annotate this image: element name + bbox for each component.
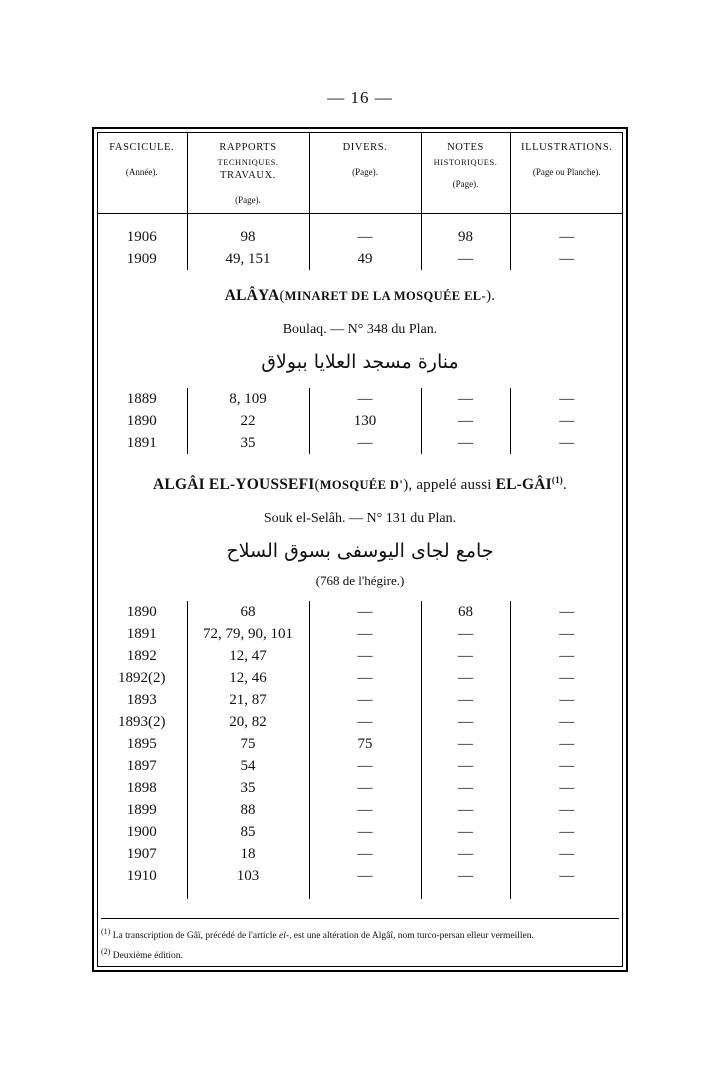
cell-notes: — xyxy=(421,755,510,777)
cell-rapports: 8, 109 xyxy=(187,388,309,410)
table-head xyxy=(97,132,623,213)
cell-fascicule: 1909 xyxy=(97,248,187,270)
cell-fascicule: 1906 xyxy=(97,226,187,248)
section-location: Souk el-Selâh. — N° 131 du Plan. xyxy=(263,511,457,527)
cell-rapports: 35 xyxy=(187,432,309,454)
cell-notes: — xyxy=(421,410,510,432)
cell-notes: — xyxy=(421,645,510,667)
cell-divers: — xyxy=(309,777,421,799)
section-title-main: ALGÂI EL-YOUSSEFI xyxy=(153,476,315,494)
column-header-divers-sub: (Page). xyxy=(352,166,378,177)
column-header-rapports-label2: TECHNIQUES. xyxy=(217,156,279,167)
cell-illustrations: — xyxy=(559,604,575,621)
footnote-1 xyxy=(101,926,619,944)
column-header-rapports-label3: TRAVAUX. xyxy=(219,170,277,182)
cell-rapports: 18 xyxy=(187,843,309,865)
section-title-smallcaps: MOSQUÉE D' xyxy=(319,478,404,493)
footnote-1-text-after: , est une altération de Algâî, nom turco-persan elleur vermeillen. xyxy=(289,931,534,942)
cell-illustrations: — xyxy=(559,758,575,775)
table-row xyxy=(97,689,623,711)
cell-rapports: 12, 46 xyxy=(187,667,309,689)
cell-notes: — xyxy=(421,689,510,711)
cell-notes: — xyxy=(421,799,510,821)
cell-divers: — xyxy=(309,645,421,667)
column-header-notes-label2: HISTORIQUES. xyxy=(433,156,498,167)
cell-rapports: 21, 87 xyxy=(187,689,309,711)
cell-rapports: 88 xyxy=(187,799,309,821)
footnote-1-mark: (1) xyxy=(101,927,111,936)
column-header-divers xyxy=(309,132,421,213)
cell-notes: — xyxy=(421,777,510,799)
table-row xyxy=(97,667,623,689)
cell-divers: — xyxy=(309,689,421,711)
section-title-main: ALÂYA xyxy=(224,286,280,304)
cell-notes: — xyxy=(421,821,510,843)
table-row xyxy=(97,755,623,777)
cell-fascicule: 1899 xyxy=(97,799,187,821)
cell-notes: — xyxy=(421,865,510,887)
footnote-2-text: Deuxième édition. xyxy=(112,951,183,962)
page-number: — 16 — xyxy=(327,88,393,107)
table-body xyxy=(97,213,623,899)
cell-fascicule: 1895 xyxy=(97,733,187,755)
cell-notes: — xyxy=(421,432,510,454)
cell-fascicule: 1900 xyxy=(97,821,187,843)
footnote-2-mark: (2) xyxy=(101,946,111,956)
section-title-footnote-mark: (1) xyxy=(551,474,563,485)
column-header-rapports xyxy=(187,132,309,213)
section-title-paren-close: ). xyxy=(486,287,496,304)
section-title-smallcaps: MINARET DE LA MOSQUÉE EL- xyxy=(284,288,487,303)
section-heading-algai-el-youssefi xyxy=(97,454,623,601)
footnote-1-text-before: La transcription de Gâï, précédé de l'article xyxy=(112,931,279,942)
section-title-end: . xyxy=(563,477,567,494)
section-arabic-title: جامع لجاى اليوسفى بسوق السلاح xyxy=(226,540,494,563)
cell-divers: — xyxy=(309,821,421,843)
cell-rapports: 22 xyxy=(187,410,309,432)
table-row xyxy=(97,733,623,755)
cell-notes: — xyxy=(421,623,510,645)
cell-fascicule: 1897 xyxy=(97,755,187,777)
cell-rapports: 98 xyxy=(187,226,309,248)
cell-illustrations: — xyxy=(559,412,575,429)
cell-notes: — xyxy=(421,733,510,755)
cell-divers: — xyxy=(309,865,421,887)
cell-rapports: 12, 47 xyxy=(187,645,309,667)
cell-fascicule: 1891 xyxy=(97,432,187,454)
spacer-row xyxy=(97,213,623,226)
cell-fascicule: 1907 xyxy=(97,843,187,865)
column-header-rapports-sub: (Page). xyxy=(235,194,261,205)
cell-fascicule: 1898 xyxy=(97,777,187,799)
cell-fascicule: 1910 xyxy=(97,865,187,887)
cell-fascicule: 1893 xyxy=(97,689,187,711)
section-title xyxy=(101,470,619,495)
cell-illustrations: — xyxy=(559,736,575,753)
cell-rapports: 35 xyxy=(187,777,309,799)
cell-illustrations: — xyxy=(559,626,575,643)
cell-fascicule: 1889 xyxy=(97,388,187,410)
section-heading-row xyxy=(97,454,623,601)
cell-rapports: 75 xyxy=(187,733,309,755)
cell-illustrations: — xyxy=(559,824,575,841)
spacer-row xyxy=(97,887,623,899)
cell-rapports: 49, 151 xyxy=(187,248,309,270)
column-header-illustrations-label: ILLUSTRATIONS. xyxy=(520,142,613,153)
cell-fascicule: 1890 xyxy=(97,410,187,432)
cell-illustrations: — xyxy=(559,648,575,665)
table-row xyxy=(97,623,623,645)
column-header-illustrations xyxy=(510,132,623,213)
section-title-paren-open: ( xyxy=(314,477,320,494)
cell-divers: — xyxy=(309,711,421,733)
cell-illustrations: — xyxy=(559,846,575,863)
cell-illustrations: — xyxy=(559,670,575,687)
table-header-row xyxy=(97,132,623,213)
cell-illustrations: — xyxy=(559,868,575,885)
cell-fascicule: 1892(2) xyxy=(97,667,187,689)
table-row xyxy=(97,711,623,733)
footnotes xyxy=(101,918,619,966)
table-row xyxy=(97,865,623,887)
cell-divers: — xyxy=(309,755,421,777)
cell-rapports: 68 xyxy=(187,601,309,623)
table-row xyxy=(97,843,623,865)
section-heading-alaya xyxy=(97,270,623,388)
cell-divers: — xyxy=(309,667,421,689)
cell-rapports: 20, 82 xyxy=(187,711,309,733)
cell-fascicule: 1893(2) xyxy=(97,711,187,733)
cell-rapports: 103 xyxy=(187,865,309,887)
cell-fascicule: 1892 xyxy=(97,645,187,667)
cell-illustrations: — xyxy=(559,714,575,731)
cell-notes: — xyxy=(421,711,510,733)
cell-divers: 130 xyxy=(309,410,421,432)
table-row xyxy=(97,248,623,270)
cell-notes: 98 xyxy=(421,226,510,248)
cell-illustrations: — xyxy=(559,390,575,407)
table-row xyxy=(97,645,623,667)
column-header-rapports-label: RAPPORTS xyxy=(219,142,277,153)
column-header-illustrations-sub: (Page ou Planche). xyxy=(532,166,601,177)
cell-divers: — xyxy=(309,623,421,645)
section-heading-row xyxy=(97,270,623,388)
cell-illustrations: — xyxy=(559,228,575,245)
footnote-2 xyxy=(101,946,619,964)
section-title-paren-open: ( xyxy=(279,287,285,304)
table-row xyxy=(97,410,623,432)
table-row xyxy=(97,226,623,248)
cell-rapports: 72, 79, 90, 101 xyxy=(187,623,309,645)
cell-illustrations: — xyxy=(559,250,575,267)
cell-fascicule: 1891 xyxy=(97,623,187,645)
column-header-fascicule-sub: (Année). xyxy=(125,166,158,177)
cell-divers: — xyxy=(309,799,421,821)
table-row xyxy=(97,432,623,454)
column-header-fascicule-label: FASCICULE. xyxy=(109,142,175,153)
cell-notes: — xyxy=(421,248,510,270)
cell-rapports: 54 xyxy=(187,755,309,777)
footnote-1-italic: el- xyxy=(279,931,290,942)
column-header-notes xyxy=(421,132,510,213)
cell-divers: 75 xyxy=(309,733,421,755)
column-header-notes-label: NOTES xyxy=(447,142,484,153)
cell-illustrations: — xyxy=(559,780,575,797)
table-row xyxy=(97,601,623,623)
cell-notes: 68 xyxy=(421,601,510,623)
section-title-main-alt: EL-GÂI xyxy=(495,476,552,494)
table-row xyxy=(97,777,623,799)
cell-illustrations: — xyxy=(559,692,575,709)
cell-notes: — xyxy=(421,667,510,689)
column-header-notes-sub: (Page). xyxy=(452,179,479,190)
column-header-divers-label: DIVERS. xyxy=(342,142,388,153)
cell-divers: — xyxy=(309,843,421,865)
cell-rapports: 85 xyxy=(187,821,309,843)
cell-illustrations: — xyxy=(559,802,575,819)
cell-divers: — xyxy=(309,226,421,248)
section-hegire-date: (768 de l'hégire.) xyxy=(315,573,405,589)
index-table xyxy=(97,132,623,899)
cell-fascicule: 1890 xyxy=(97,601,187,623)
table-row xyxy=(97,799,623,821)
cell-divers: — xyxy=(309,388,421,410)
cell-divers: 49 xyxy=(309,248,421,270)
section-title-paren-close: ), appelé aussi xyxy=(403,477,496,494)
column-header-fascicule xyxy=(97,132,187,213)
table-row xyxy=(97,821,623,843)
cell-illustrations: — xyxy=(559,434,575,451)
cell-notes: — xyxy=(421,388,510,410)
cell-divers: — xyxy=(309,601,421,623)
table-row xyxy=(97,388,623,410)
cell-divers: — xyxy=(309,432,421,454)
section-title xyxy=(101,286,619,306)
cell-notes: — xyxy=(421,843,510,865)
section-location: Boulaq. — N° 348 du Plan. xyxy=(282,321,438,337)
section-arabic-title: منارة مسجد العلايا ببولاق xyxy=(261,350,459,373)
